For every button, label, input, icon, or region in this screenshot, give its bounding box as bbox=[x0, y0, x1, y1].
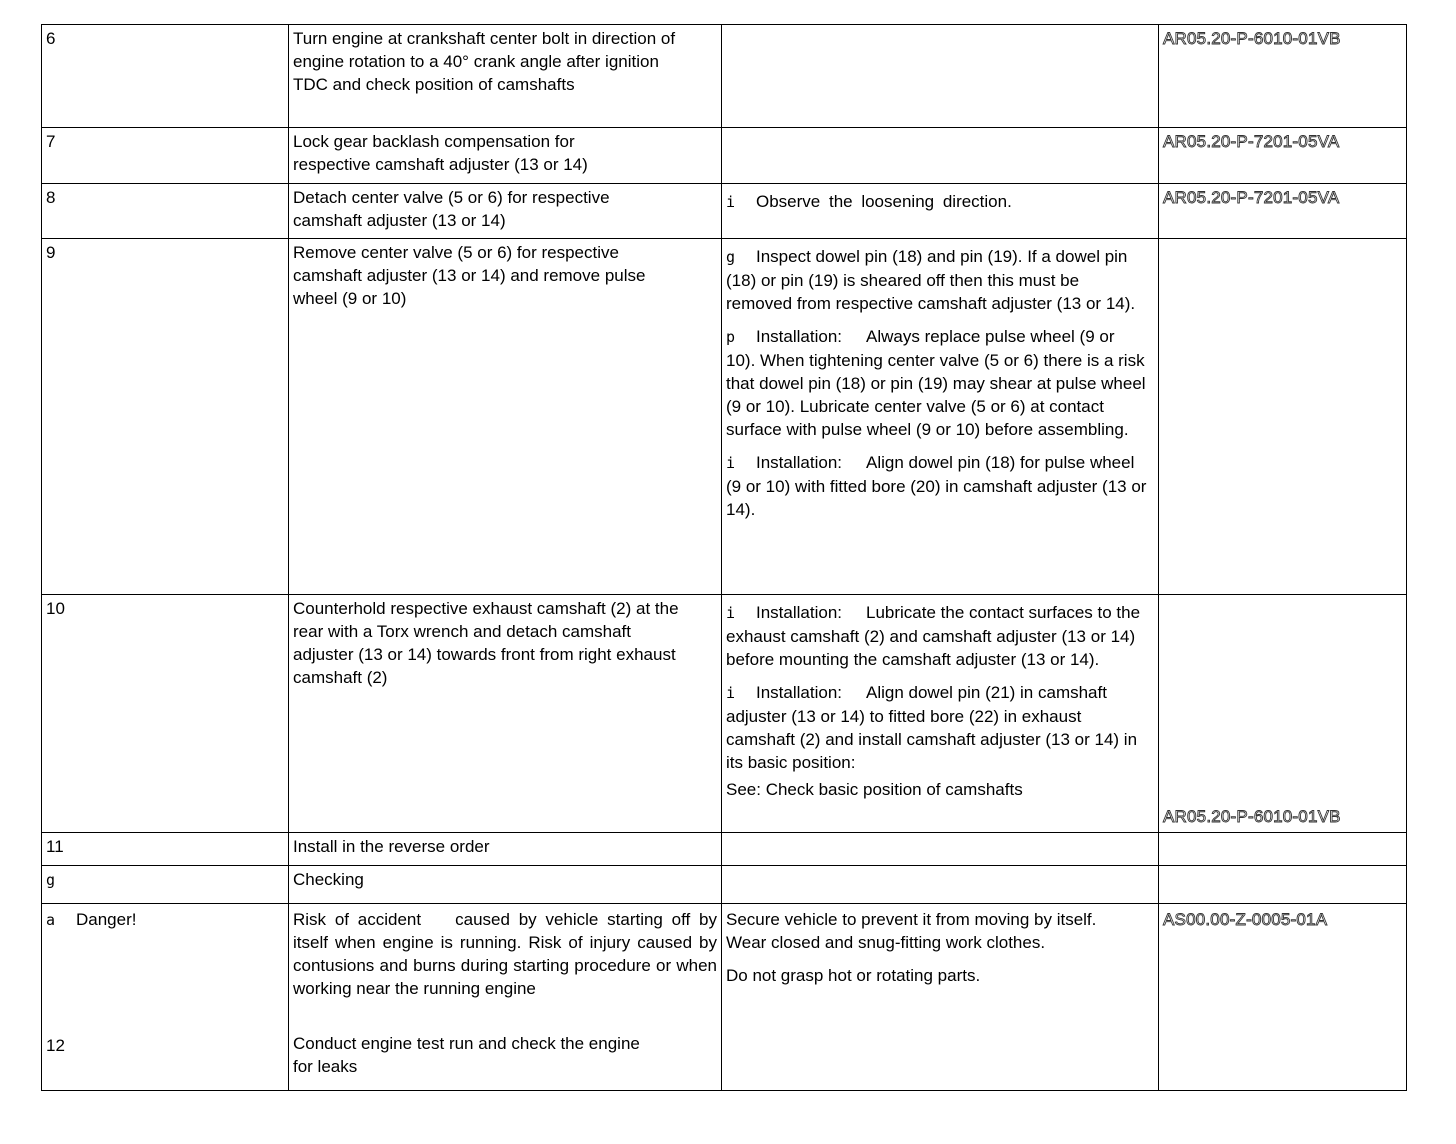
danger-text: Danger! bbox=[76, 910, 137, 929]
procedure-table bbox=[41, 24, 1407, 1091]
info-icon: i bbox=[726, 193, 736, 211]
step-notes bbox=[722, 595, 1159, 833]
step-number: 10 bbox=[42, 595, 289, 833]
step-number: 9 bbox=[42, 239, 289, 595]
step-notes bbox=[722, 904, 1159, 1091]
note-label: Installation: bbox=[756, 327, 842, 346]
step-action: Install in the reverse order bbox=[289, 833, 722, 866]
note-text: Align dowel pin (21) in camshaft adjuster (13 or 14) to fitted bore (22) in exhaust camshaft (2) and install camshaft adjuster (13 or 14) in its basic position: bbox=[726, 683, 1138, 772]
risk-title: Risk of accident bbox=[293, 910, 422, 929]
step-action-text: Conduct engine test run and check the engine for leaks bbox=[293, 1034, 640, 1076]
step-number: 11 bbox=[42, 833, 289, 866]
note-item bbox=[726, 190, 1154, 214]
note-text: Always replace pulse wheel (9 or 10). When tightening center valve (5 or 6) there is a risk that dowel pin (18) or pin (19) may shear at pulse wheel (9 or 10). Lubricate center valve (5 or 6) at contact surface with pulse wheel (9 or 10) before assembling. bbox=[726, 327, 1146, 439]
table-row bbox=[42, 595, 1407, 833]
step-number: 12 bbox=[46, 1036, 65, 1055]
step-action: Detach center valve (5 or 6) for respective camshaft adjuster (13 or 14) bbox=[289, 184, 722, 239]
table-row bbox=[42, 184, 1407, 239]
note-text: Inspect dowel pin (18) and pin (19). If a dowel pin (18) or pin (19) is sheared off then this must be removed from respective camshaft adjuster (13 or 14). bbox=[726, 247, 1136, 313]
step-reference bbox=[1159, 25, 1407, 128]
step-reference bbox=[1159, 833, 1407, 866]
table-row bbox=[42, 128, 1407, 184]
note-text: Align dowel pin (18) for pulse wheel (9 or 10) with fitted bore (20) in camshaft adjuster (13 or 14). bbox=[726, 453, 1147, 519]
step-number bbox=[42, 904, 289, 1091]
reference-link[interactable]: AR05.20-P-7201-05VA bbox=[1163, 188, 1340, 207]
step-action: Lock gear backlash compensation for respective camshaft adjuster (13 or 14) bbox=[289, 128, 722, 184]
table-row bbox=[42, 866, 1407, 904]
step-number: 7 bbox=[42, 128, 289, 184]
inspect-icon: g bbox=[46, 871, 56, 889]
step-number bbox=[42, 866, 289, 904]
step-action bbox=[289, 904, 722, 1091]
info-icon: i bbox=[726, 604, 736, 622]
info-icon: i bbox=[726, 684, 736, 702]
note-item bbox=[726, 601, 1148, 671]
step-notes bbox=[722, 184, 1159, 239]
step-notes bbox=[722, 128, 1159, 184]
note-item bbox=[726, 451, 1148, 521]
step-number: 6 bbox=[42, 25, 289, 128]
step-action: Turn engine at crankshaft center bolt in direction of engine rotation to a 40° crank angle after ignition TDC and check position of camshafts bbox=[289, 25, 722, 128]
note-label: Installation: bbox=[756, 603, 842, 622]
reference-link[interactable]: AR05.20-P-7201-05VA bbox=[1163, 132, 1340, 151]
table-row bbox=[42, 239, 1407, 595]
note-text: Lubricate the contact surfaces to the exhaust camshaft (2) and camshaft adjuster (13 or 14) before mounting the camshaft adjuster (13 or 14). bbox=[726, 603, 1141, 669]
safety-measure: Secure vehicle to prevent it from moving by itself. bbox=[726, 910, 1097, 929]
step-reference bbox=[1159, 184, 1407, 239]
step-action: Checking bbox=[289, 866, 722, 904]
parts-icon: p bbox=[726, 328, 736, 346]
inspect-icon: g bbox=[726, 248, 736, 266]
step-notes bbox=[722, 833, 1159, 866]
danger-label bbox=[46, 908, 284, 1034]
note-label: Installation: bbox=[756, 683, 842, 702]
note-text: Observe the loosening direction. bbox=[756, 192, 1012, 211]
reference-link[interactable]: AR05.20-P-6010-01VB bbox=[1163, 807, 1341, 826]
note-item bbox=[726, 245, 1148, 315]
step-action: Remove center valve (5 or 6) for respective camshaft adjuster (13 or 14) and remove pulse wheel (9 or 10) bbox=[289, 239, 722, 595]
warning-icon: a bbox=[46, 911, 56, 929]
reference-link[interactable]: AR05.20-P-6010-01VB bbox=[1163, 29, 1341, 48]
see-link[interactable]: See: Check basic position of camshafts bbox=[726, 780, 1023, 799]
step-reference bbox=[1159, 904, 1407, 1091]
reference-link[interactable]: AS00.00-Z-0005-01A bbox=[1163, 910, 1328, 929]
step-number: 8 bbox=[42, 184, 289, 239]
note-item bbox=[726, 681, 1148, 774]
info-icon: i bbox=[726, 454, 736, 472]
step-action: Counterhold respective exhaust camshaft (2) at the rear with a Torx wrench and detach camshaft adjuster (13 or 14) towards front from right exhaust camshaft (2) bbox=[289, 595, 722, 833]
step-reference bbox=[1159, 128, 1407, 184]
table-row bbox=[42, 833, 1407, 866]
step-reference bbox=[1159, 595, 1407, 833]
step-reference bbox=[1159, 866, 1407, 904]
step-notes bbox=[722, 25, 1159, 128]
step-notes bbox=[722, 866, 1159, 904]
risk-text bbox=[293, 908, 717, 1024]
table-row bbox=[42, 904, 1407, 1091]
safety-measure: Wear closed and snug-fitting work clothes. bbox=[726, 933, 1046, 952]
risk-description: caused by vehicle starting off by itself when engine is running. Risk of injury caused by contusions and burns during starting procedure or when working near the running engine bbox=[293, 910, 717, 998]
safety-measure: Do not grasp hot or rotating parts. bbox=[726, 966, 981, 985]
step-reference bbox=[1159, 239, 1407, 595]
step-notes bbox=[722, 239, 1159, 595]
note-label: Installation: bbox=[756, 453, 842, 472]
note-item bbox=[726, 325, 1148, 441]
table-row bbox=[42, 25, 1407, 128]
